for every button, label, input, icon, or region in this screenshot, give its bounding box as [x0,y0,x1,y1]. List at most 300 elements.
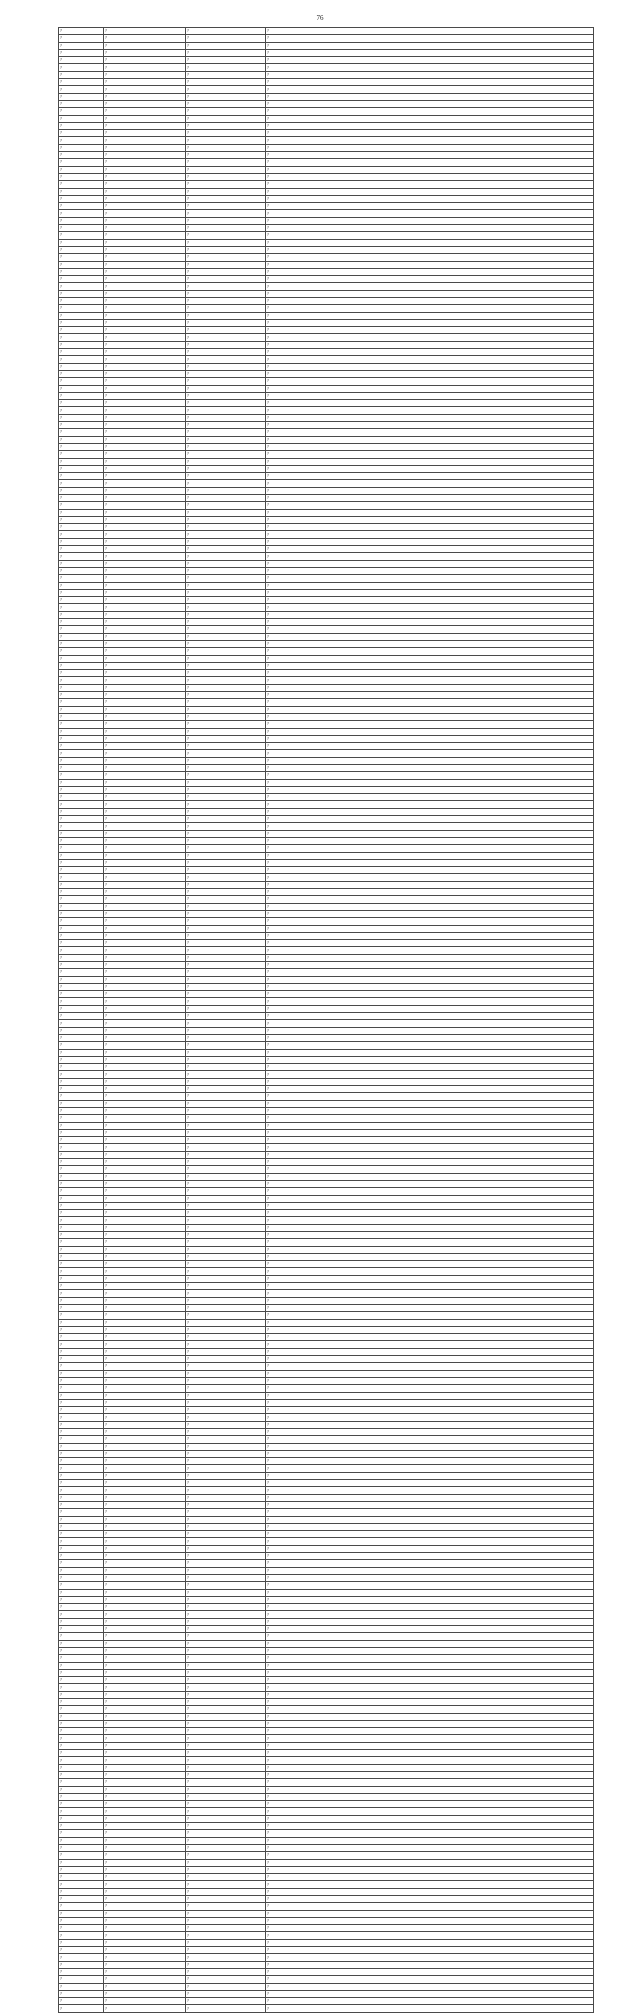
table-row [59,575,594,582]
land-plot-number-cell: ? [104,1618,186,1625]
building-number-cell: ? [186,757,266,764]
building-number-cell: ? [186,670,266,677]
record-id-cell: ? [59,1698,104,1705]
table-row [59,159,594,166]
table-row [59,195,594,202]
record-id-cell: ? [59,254,104,261]
building-number-cell: ? [186,1698,266,1705]
address-cell: ? [266,203,594,210]
address-cell: ? [266,721,594,728]
record-id-cell: ? [59,239,104,246]
record-id-cell: ? [59,1684,104,1691]
building-number-cell: ? [186,1611,266,1618]
table-row [59,1574,594,1581]
record-id-cell: ? [59,1450,104,1457]
address-cell: ? [266,1750,594,1757]
address-cell: ? [266,1771,594,1778]
record-id-cell: ? [59,1961,104,1968]
land-plot-number-cell: ? [104,859,186,866]
address-cell: ? [266,254,594,261]
record-id-cell: ? [59,64,104,71]
table-row [59,874,594,881]
building-number-cell: ? [186,567,266,574]
record-id-cell: ? [59,1246,104,1253]
address-cell: ? [266,370,594,377]
table-row [59,35,594,42]
address-cell: ? [266,195,594,202]
table-row [59,1501,594,1508]
record-id-cell: ? [59,516,104,523]
land-plot-number-cell: ? [104,392,186,399]
address-cell: ? [266,874,594,881]
building-number-cell: ? [186,611,266,618]
table-row [59,1523,594,1530]
table-row [59,181,594,188]
land-plot-number-cell: ? [104,1713,186,1720]
table-row [59,1348,594,1355]
table-row [59,1947,594,1954]
building-number-cell: ? [186,1553,266,1560]
land-plot-number-cell: ? [104,764,186,771]
building-number-cell: ? [186,1020,266,1027]
building-number-cell: ? [186,1961,266,1968]
record-id-cell: ? [59,947,104,954]
table-row [59,1013,594,1020]
table-row [59,1450,594,1457]
record-id-cell: ? [59,991,104,998]
record-id-cell: ? [59,1341,104,1348]
record-id-cell: ? [59,1771,104,1778]
building-number-cell: ? [186,79,266,86]
land-plot-number-cell: ? [104,1334,186,1341]
land-plot-number-cell: ? [104,889,186,896]
building-number-cell: ? [186,1326,266,1333]
table-row [59,845,594,852]
building-number-cell: ? [186,1399,266,1406]
land-plot-number-cell: ? [104,1771,186,1778]
land-plot-number-cell: ? [104,144,186,151]
building-number-cell: ? [186,1370,266,1377]
building-number-cell: ? [186,144,266,151]
table-row [59,1917,594,1924]
building-number-cell: ? [186,1275,266,1282]
table-row [59,1990,594,1997]
table-row [59,1202,594,1209]
address-cell: ? [266,604,594,611]
land-plot-number-cell: ? [104,1341,186,1348]
building-number-cell: ? [186,1173,266,1180]
building-number-cell: ? [186,706,266,713]
land-plot-number-cell: ? [104,429,186,436]
record-id-cell: ? [59,1626,104,1633]
building-number-cell: ? [186,1801,266,1808]
land-plot-number-cell: ? [104,750,186,757]
table-row [59,655,594,662]
address-cell: ? [266,546,594,553]
record-id-cell: ? [59,1589,104,1596]
building-number-cell: ? [186,1144,266,1151]
table-row [59,823,594,830]
address-cell: ? [266,1042,594,1049]
building-number-cell: ? [186,1078,266,1085]
building-number-cell: ? [186,983,266,990]
record-id-cell: ? [59,429,104,436]
building-number-cell: ? [186,1866,266,1873]
building-number-cell: ? [186,1151,266,1158]
building-number-cell: ? [186,1312,266,1319]
record-id-cell: ? [59,1574,104,1581]
table-row [59,1531,594,1538]
record-id-cell: ? [59,1976,104,1983]
record-id-cell: ? [59,1523,104,1530]
table-row [59,670,594,677]
record-id-cell: ? [59,473,104,480]
record-id-cell: ? [59,1494,104,1501]
table-row [59,1246,594,1253]
address-cell: ? [266,312,594,319]
table-row [59,721,594,728]
record-id-cell: ? [59,1611,104,1618]
record-id-cell: ? [59,487,104,494]
land-plot-number-cell: ? [104,35,186,42]
record-id-cell: ? [59,1275,104,1282]
table-row [59,283,594,290]
building-number-cell: ? [186,349,266,356]
land-plot-number-cell: ? [104,1531,186,1538]
address-cell: ? [266,1640,594,1647]
record-id-cell: ? [59,750,104,757]
building-number-cell: ? [186,575,266,582]
table-row [59,1874,594,1881]
building-number-cell: ? [186,1771,266,1778]
record-id-cell: ? [59,1210,104,1217]
building-number-cell: ? [186,1436,266,1443]
land-plot-number-cell: ? [104,108,186,115]
building-number-cell: ? [186,1071,266,1078]
address-cell: ? [266,487,594,494]
building-number-cell: ? [186,1837,266,1844]
land-plot-number-cell: ? [104,1669,186,1676]
building-number-cell: ? [186,1115,266,1122]
land-plot-number-cell: ? [104,684,186,691]
land-plot-number-cell: ? [104,611,186,618]
table-row [59,546,594,553]
address-cell: ? [266,1297,594,1304]
address-cell: ? [266,79,594,86]
building-number-cell: ? [186,1283,266,1290]
building-number-cell: ? [186,1757,266,1764]
address-cell: ? [266,1217,594,1224]
land-plot-number-cell: ? [104,1720,186,1727]
building-number-cell: ? [186,1253,266,1260]
record-id-cell: ? [59,1173,104,1180]
building-number-cell: ? [186,1523,266,1530]
table-row [59,1560,594,1567]
table-row [59,305,594,312]
land-plot-number-cell: ? [104,181,186,188]
land-plot-number-cell: ? [104,203,186,210]
address-cell: ? [266,2005,594,2012]
record-id-cell: ? [59,874,104,881]
address-cell: ? [266,86,594,93]
building-number-cell: ? [186,1808,266,1815]
address-cell: ? [266,1034,594,1041]
building-number-cell: ? [186,932,266,939]
record-id-cell: ? [59,567,104,574]
record-id-cell: ? [59,1852,104,1859]
land-plot-number-cell: ? [104,407,186,414]
address-cell: ? [266,1793,594,1800]
address-cell: ? [266,1370,594,1377]
address-cell: ? [266,1465,594,1472]
land-plot-number-cell: ? [104,1122,186,1129]
land-plot-number-cell: ? [104,713,186,720]
land-plot-number-cell: ? [104,582,186,589]
record-id-cell: ? [59,1939,104,1946]
table-row [59,495,594,502]
land-plot-number-cell: ? [104,305,186,312]
record-id-cell: ? [59,188,104,195]
building-number-cell: ? [186,684,266,691]
land-plot-number-cell: ? [104,1414,186,1421]
address-cell: ? [266,1808,594,1815]
record-id-cell: ? [59,1618,104,1625]
record-id-cell: ? [59,1837,104,1844]
record-id-cell: ? [59,1874,104,1881]
table-row [59,276,594,283]
address-cell: ? [266,1100,594,1107]
address-cell: ? [266,159,594,166]
record-id-cell: ? [59,553,104,560]
record-id-cell: ? [59,115,104,122]
table-row [59,604,594,611]
address-cell: ? [266,589,594,596]
address-cell: ? [266,188,594,195]
building-number-cell: ? [186,867,266,874]
address-cell: ? [266,473,594,480]
building-number-cell: ? [186,633,266,640]
table-row [59,341,594,348]
land-plot-number-cell: ? [104,1494,186,1501]
land-plot-number-cell: ? [104,619,186,626]
table-row [59,290,594,297]
building-number-cell: ? [186,1239,266,1246]
address-cell: ? [266,1932,594,1939]
building-number-cell: ? [186,1560,266,1567]
land-plot-number-cell: ? [104,910,186,917]
building-number-cell: ? [186,1859,266,1866]
table-row [59,889,594,896]
table-row [59,1407,594,1414]
building-number-cell: ? [186,1983,266,1990]
record-id-cell: ? [59,721,104,728]
land-plot-number-cell: ? [104,633,186,640]
address-cell: ? [266,1436,594,1443]
record-id-cell: ? [59,327,104,334]
address-cell: ? [266,954,594,961]
table-row [59,1567,594,1574]
land-plot-number-cell: ? [104,188,186,195]
address-cell: ? [266,1742,594,1749]
record-id-cell: ? [59,2005,104,2012]
land-plot-number-cell: ? [104,801,186,808]
address-cell: ? [266,1545,594,1552]
land-plot-number-cell: ? [104,1706,186,1713]
table-row [59,1188,594,1195]
table-row [59,1071,594,1078]
table-row [59,1290,594,1297]
land-plot-number-cell: ? [104,283,186,290]
record-id-cell: ? [59,1122,104,1129]
record-id-cell: ? [59,852,104,859]
address-cell: ? [266,728,594,735]
table-row [59,1954,594,1961]
record-id-cell: ? [59,918,104,925]
building-number-cell: ? [186,1494,266,1501]
address-cell: ? [266,1852,594,1859]
address-cell: ? [266,1574,594,1581]
record-id-cell: ? [59,597,104,604]
table-row [59,93,594,100]
building-number-cell: ? [186,1377,266,1384]
building-number-cell: ? [186,786,266,793]
address-cell: ? [266,991,594,998]
record-id-cell: ? [59,1137,104,1144]
land-plot-number-cell: ? [104,290,186,297]
table-row [59,327,594,334]
building-number-cell: ? [186,1567,266,1574]
building-number-cell: ? [186,962,266,969]
record-id-cell: ? [59,677,104,684]
land-plot-number-cell: ? [104,1137,186,1144]
land-plot-number-cell: ? [104,845,186,852]
table-row [59,1903,594,1910]
land-plot-number-cell: ? [104,225,186,232]
building-number-cell: ? [186,1976,266,1983]
building-number-cell: ? [186,1472,266,1479]
table-row [59,312,594,319]
building-number-cell: ? [186,392,266,399]
record-id-cell: ? [59,859,104,866]
address-cell: ? [266,436,594,443]
building-number-cell: ? [186,1385,266,1392]
address-cell: ? [266,1757,594,1764]
table-row [59,422,594,429]
table-row [59,1640,594,1647]
land-plot-number-cell: ? [104,93,186,100]
address-cell: ? [266,100,594,107]
address-cell: ? [266,422,594,429]
address-cell: ? [266,341,594,348]
building-number-cell: ? [186,1429,266,1436]
record-id-cell: ? [59,1195,104,1202]
table-row [59,1538,594,1545]
table-row [59,1129,594,1136]
address-cell: ? [266,816,594,823]
building-number-cell: ? [186,524,266,531]
land-plot-number-cell: ? [104,932,186,939]
table-row [59,1078,594,1085]
address-cell: ? [266,122,594,129]
address-cell: ? [266,42,594,49]
address-cell: ? [266,217,594,224]
table-row [59,940,594,947]
record-id-cell: ? [59,451,104,458]
record-id-cell: ? [59,1078,104,1085]
building-number-cell: ? [186,1334,266,1341]
record-id-cell: ? [59,932,104,939]
land-plot-number-cell: ? [104,86,186,93]
table-row [59,553,594,560]
record-id-cell: ? [59,764,104,771]
record-id-cell: ? [59,524,104,531]
address-cell: ? [266,1129,594,1136]
land-plot-number-cell: ? [104,1304,186,1311]
land-plot-number-cell: ? [104,837,186,844]
address-cell: ? [266,516,594,523]
address-cell: ? [266,356,594,363]
building-number-cell: ? [186,203,266,210]
record-id-cell: ? [59,1968,104,1975]
table-row [59,1107,594,1114]
table-row [59,1231,594,1238]
table-row [59,852,594,859]
address-cell: ? [266,239,594,246]
address-cell: ? [266,1253,594,1260]
building-number-cell: ? [186,1290,266,1297]
land-plot-number-cell: ? [104,1990,186,1997]
address-cell: ? [266,1647,594,1654]
land-plot-number-cell: ? [104,896,186,903]
record-id-cell: ? [59,1239,104,1246]
record-id-cell: ? [59,1720,104,1727]
address-cell: ? [266,1998,594,2005]
record-id-cell: ? [59,1261,104,1268]
table-row [59,378,594,385]
building-number-cell: ? [186,1684,266,1691]
land-plot-number-cell: ? [104,1429,186,1436]
land-plot-number-cell: ? [104,1042,186,1049]
building-number-cell: ? [186,35,266,42]
record-id-cell: ? [59,983,104,990]
building-number-cell: ? [186,327,266,334]
address-cell: ? [266,1903,594,1910]
table-row [59,1888,594,1895]
building-number-cell: ? [186,1728,266,1735]
table-row [59,1494,594,1501]
building-number-cell: ? [186,1509,266,1516]
record-id-cell: ? [59,1655,104,1662]
address-cell: ? [266,130,594,137]
land-plot-number-cell: ? [104,969,186,976]
table-row [59,713,594,720]
land-plot-number-cell: ? [104,1742,186,1749]
land-plot-number-cell: ? [104,1976,186,1983]
table-row [59,1925,594,1932]
land-plot-number-cell: ? [104,28,186,35]
table-row [59,1159,594,1166]
building-number-cell: ? [186,640,266,647]
table-row [59,1837,594,1844]
address-cell: ? [266,976,594,983]
building-number-cell: ? [186,436,266,443]
table-row [59,830,594,837]
land-plot-number-cell: ? [104,1983,186,1990]
building-number-cell: ? [186,801,266,808]
table-row [59,465,594,472]
table-row [59,1618,594,1625]
address-cell: ? [266,1823,594,1830]
